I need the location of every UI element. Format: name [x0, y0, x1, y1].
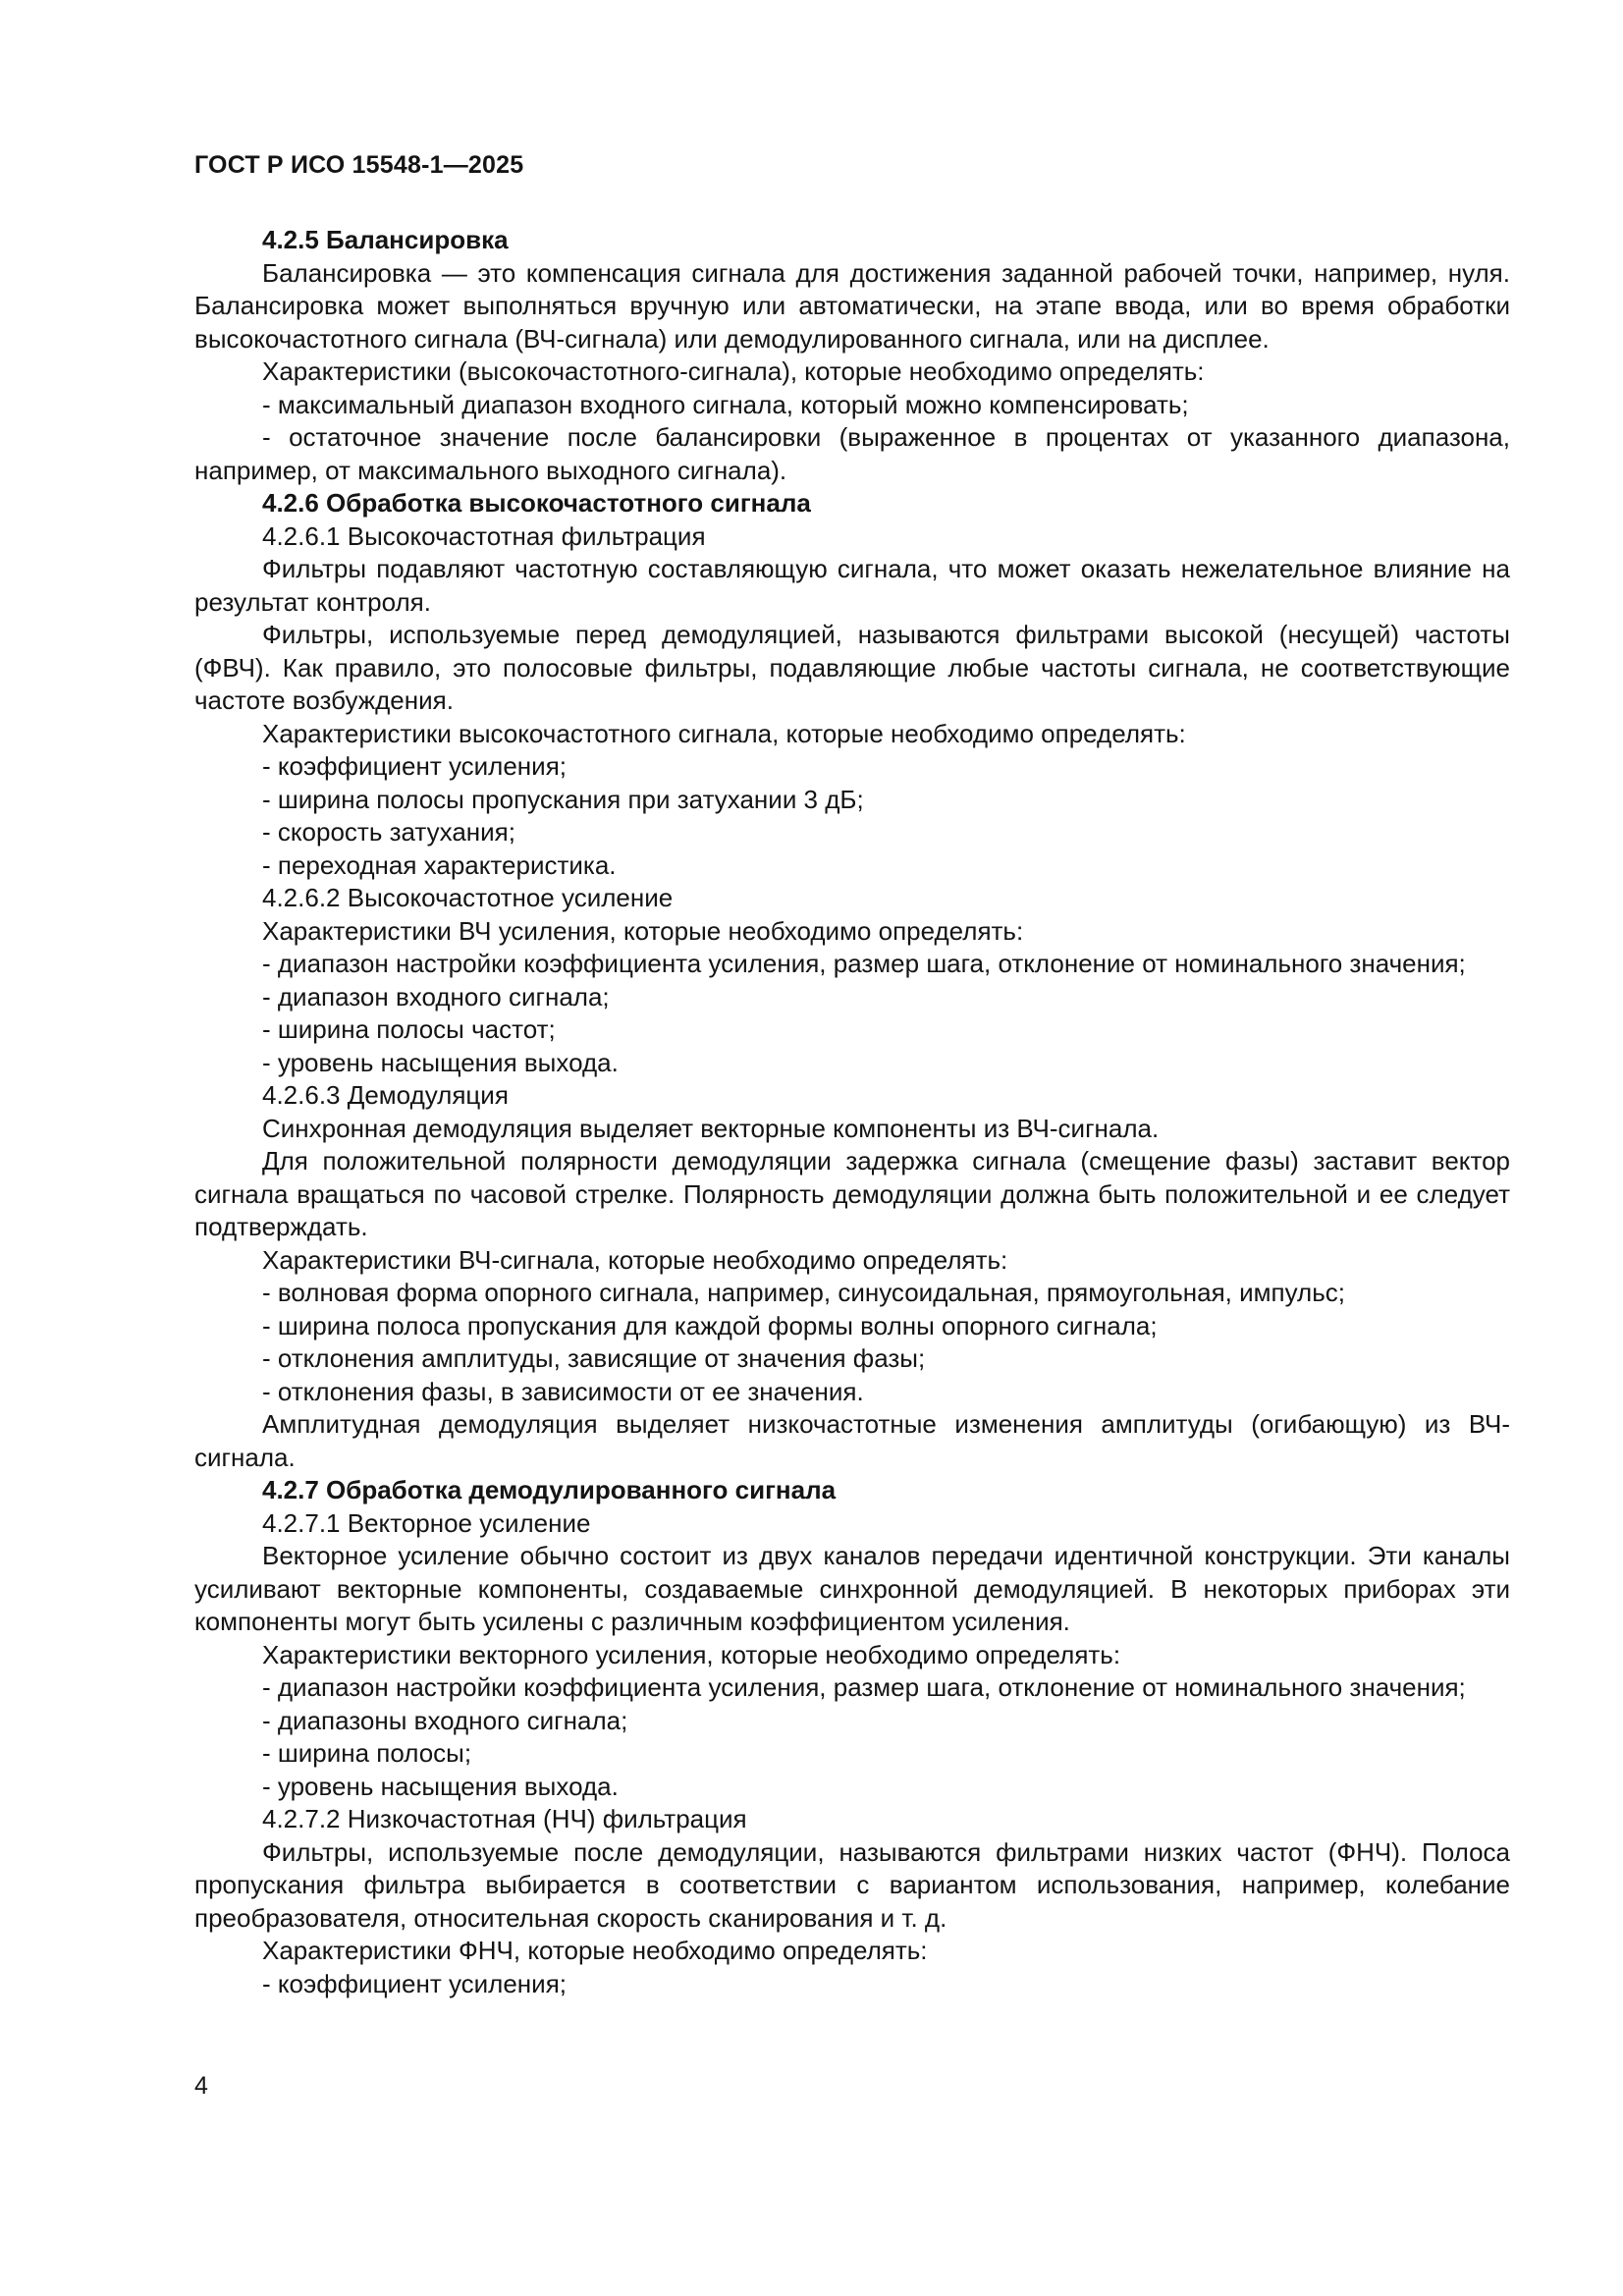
- paragraph: Амплитудная демодуляция выделяет низкочастотные изменения амплитуды (огибающую) из ВЧ-сигнала.: [194, 1409, 1510, 1472]
- subsection-heading-4-2-6-1: 4.2.6.1 Высокочастотная фильтрация: [262, 520, 706, 551]
- list-item: - скорость затухания;: [262, 817, 515, 847]
- section-heading-4-2-5: 4.2.5 Балансировка: [262, 225, 509, 254]
- paragraph: Балансировка — это компенсация сигнала для достижения заданной рабочей точки, например, нуля. Балансировка может выполняться вручную или автоматически, на этапе ввода, или во время обработки высокочастотного сигнала (ВЧ-сигнала) или демодулированного сигнала, или на дисплее.: [194, 257, 1510, 354]
- list-item: - волновая форма опорного сигнала, например, синусоидальная, прямоугольная, импульс;: [262, 1278, 1345, 1307]
- paragraph: Векторное усиление обычно состоит из двух каналов передачи идентичной конструкции. Эти каналы усиливают векторные компоненты, создаваемые синхронной демодуляцией. В некоторых приборах эти компоненты могут быть усилены с различным коэффициентом усиления.: [194, 1541, 1510, 1636]
- page-number: 4: [194, 2072, 208, 2100]
- list-item: - максимальный диапазон входного сигнала, который можно компенсировать;: [262, 389, 1189, 419]
- list-item: - отклонения фазы, в зависимости от ее значения.: [262, 1376, 864, 1406]
- list-item: - диапазоны входного сигнала;: [262, 1705, 628, 1735]
- list-item: - уровень насыщения выхода.: [262, 1771, 619, 1801]
- list-item: - диапазон настройки коэффициента усиления, размер шага, отклонение от номинального значения;: [262, 1672, 1466, 1702]
- list-item: - коэффициент усиления;: [262, 751, 567, 781]
- paragraph: Характеристики ВЧ усиления, которые необходимо определять:: [262, 915, 1024, 946]
- section-heading-4-2-7: 4.2.7 Обработка демодулированного сигнала: [262, 1475, 837, 1504]
- subsection-heading-4-2-7-1: 4.2.7.1 Векторное усиление: [262, 1507, 591, 1538]
- paragraph: Синхронная демодуляция выделяет векторные компоненты из ВЧ-сигнала.: [262, 1113, 1160, 1143]
- subsection-heading-4-2-7-2: 4.2.7.2 Низкочастотная (НЧ) фильтрация: [262, 1804, 747, 1833]
- document-designation: ГОСТ Р ИСО 15548-1—2025: [194, 151, 524, 179]
- section-heading-4-2-6: 4.2.6 Обработка высокочастотного сигнала: [262, 488, 811, 518]
- paragraph: Характеристики векторного усиления, которые необходимо определять:: [262, 1639, 1121, 1669]
- list-item: - ширина полосы;: [262, 1738, 472, 1768]
- list-item: - диапазон настройки коэффициента усиления, размер шага, отклонение от номинального значения;: [262, 949, 1466, 978]
- paragraph: Характеристики высокочастотного сигнала, которые необходимо определять:: [262, 718, 1186, 748]
- list-item: - уровень насыщения выхода.: [262, 1047, 619, 1077]
- paragraph: Фильтры, используемые после демодуляции, называются фильтрами низких частот (ФНЧ). Полоса пропускания фильтра выбирается в соответствии с вариантом использования, например, колебание преобразователя, относительная скорость сканирования и т. д.: [194, 1836, 1510, 1933]
- document-body: [194, 224, 1510, 2000]
- paragraph: Фильтры подавляют частотную составляющую сигнала, что может оказать нежелательное влияние на результат контроля.: [194, 554, 1510, 617]
- list-item: - диапазон входного сигнала;: [262, 981, 610, 1011]
- list-item: - коэффициент усиления;: [262, 1968, 567, 1998]
- paragraph: Для положительной полярности демодуляции задержка сигнала (смещение фазы) заставит вектор сигнала вращаться по часовой стрелке. Полярность демодуляции должна быть положительной и ее следует подтверждать.: [194, 1146, 1510, 1241]
- subsection-heading-4-2-6-2: 4.2.6.2 Высокочастотное усиление: [262, 883, 674, 912]
- paragraph: Фильтры, используемые перед демодуляцией, называются фильтрами высокой (несущей) частоты (ФВЧ). Как правило, это полосовые фильтры, подавляющие любые частоты сигнала, не соответствующие частоте возбуждения.: [194, 620, 1510, 715]
- paragraph: Характеристики ФНЧ, которые необходимо определять:: [262, 1936, 928, 1965]
- list-item: - ширина полосы пропускания при затухании 3 дБ;: [262, 784, 864, 814]
- paragraph: Характеристики ВЧ-сигнала, которые необходимо определять:: [262, 1244, 1008, 1275]
- paragraph: Характеристики (высокочастотного-сигнала), которые необходимо определять:: [262, 356, 1205, 386]
- list-item: - остаточное значение после балансировки (выраженное в процентах от указанного диапазона, например, от максимального выходного сигнала).: [194, 422, 1510, 485]
- list-item: - отклонения амплитуды, зависящие от значения фазы;: [262, 1343, 926, 1373]
- list-item: - ширина полосы частот;: [262, 1014, 556, 1044]
- list-item: - переходная характеристика.: [262, 849, 617, 880]
- subsection-heading-4-2-6-3: 4.2.6.3 Демодуляция: [262, 1080, 509, 1110]
- list-item: - ширина полоса пропускания для каждой формы волны опорного сигнала;: [262, 1310, 1158, 1340]
